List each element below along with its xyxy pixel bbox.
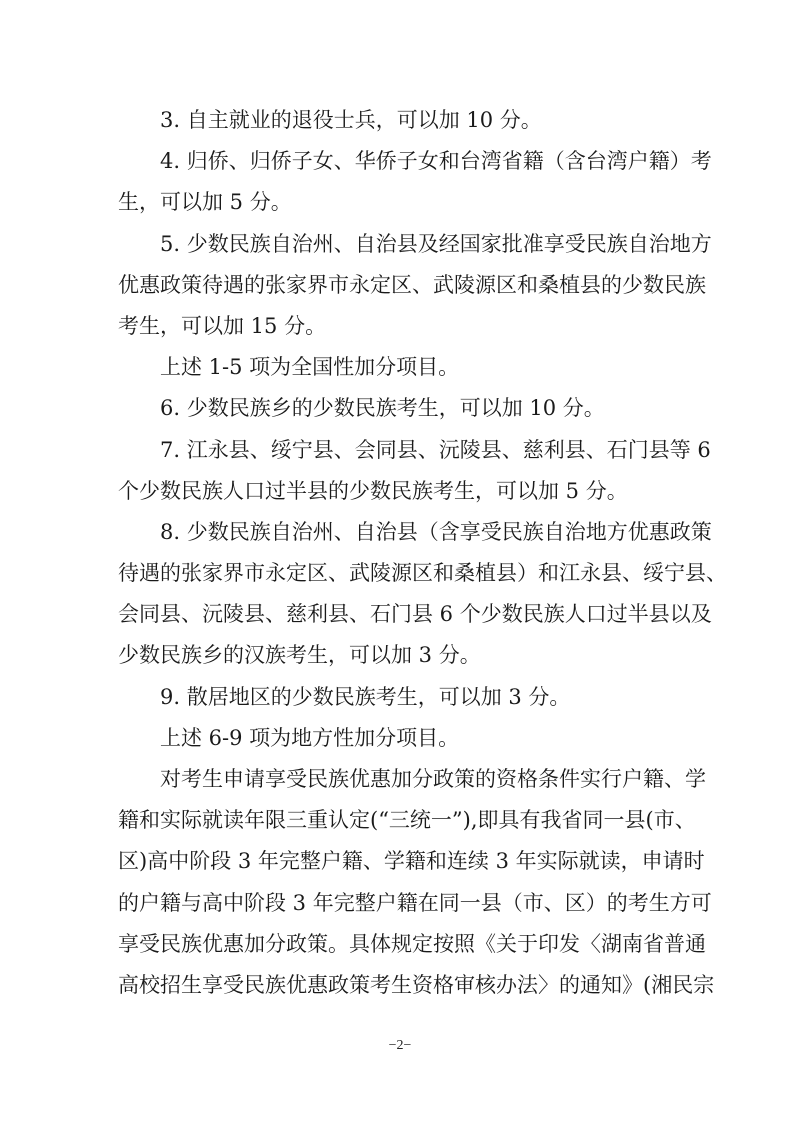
text-line: 7. 江永县、绥宁县、会同县、沅陵县、慈利县、石门县等 6 — [160, 437, 711, 462]
text-line: 上述 1-5 项为全国性加分项目。 — [160, 355, 460, 380]
text-line: 的户籍与高中阶段 3 年完整户籍在同一县（市、区）的考生方可 — [118, 890, 712, 915]
paragraph-item-5 — [118, 224, 712, 348]
text-line: 高校招生享受民族优惠政策考生资格审核办法〉的通知》(湘民宗 — [118, 972, 715, 997]
text-line: 6. 少数民族乡的少数民族考生，可以加 10 分。 — [160, 396, 605, 421]
text-line: 籍和实际就读年限三重认定(“三统一”),即具有我省同一县(市、 — [118, 808, 696, 833]
text-line: 会同县、沅陵县、慈利县、石门县 6 个少数民族人口过半县以及 — [118, 602, 712, 627]
page-number: −2− — [388, 1038, 412, 1053]
text-line: 5. 少数民族自治州、自治县及经国家批准享受民族自治地方 — [160, 231, 712, 256]
text-line: 对考生申请享受民族优惠加分政策的资格条件实行户籍、学 — [160, 767, 706, 791]
paragraph-item-6 — [118, 388, 690, 429]
text-line: 待遇的张家界市永定区、武陵源区和桑植县）和江永县、绥宁县、 — [118, 561, 727, 586]
paragraph-item-4 — [118, 141, 712, 223]
text-line: 少数民族乡的汉族考生，可以加 3 分。 — [118, 643, 481, 668]
text-line: 上述 6-9 项为地方性加分项目。 — [160, 725, 460, 750]
text-line: 区)高中阶段 3 年完整户籍、学籍和连续 3 年实际就读，申请时 — [118, 849, 705, 874]
paragraph-item-3 — [118, 100, 690, 141]
text-line: 生，可以加 5 分。 — [118, 190, 292, 215]
text-line: 9. 散居地区的少数民族考生，可以加 3 分。 — [160, 684, 571, 709]
text-line: 考生，可以加 15 分。 — [118, 313, 327, 338]
document-body — [118, 100, 727, 1006]
paragraph-item-8 — [118, 512, 727, 677]
text-line: 4. 归侨、归侨子女、华侨子女和台湾省籍（含台湾户籍）考 — [160, 149, 712, 174]
text-line: 享受民族优惠加分政策。具体规定按照《关于印发〈湖南省普通 — [118, 931, 706, 956]
paragraph-item-7 — [118, 430, 711, 512]
text-line: 个少数民族人口过半县的少数民族考生，可以加 5 分。 — [118, 478, 628, 503]
paragraph-item-9 — [118, 677, 690, 718]
text-line: 3. 自主就业的退役士兵，可以加 10 分。 — [160, 108, 542, 132]
paragraph-summary-6-9 — [118, 718, 690, 759]
paragraph-summary-1-5 — [118, 347, 690, 388]
text-line: 8. 少数民族自治州、自治县（含享受民族自治地方优惠政策 — [160, 519, 712, 544]
text-line: 优惠政策待遇的张家界市永定区、武陵源区和桑植县的少数民族 — [118, 272, 706, 297]
paragraph-three-in-one-rule — [118, 759, 715, 1006]
